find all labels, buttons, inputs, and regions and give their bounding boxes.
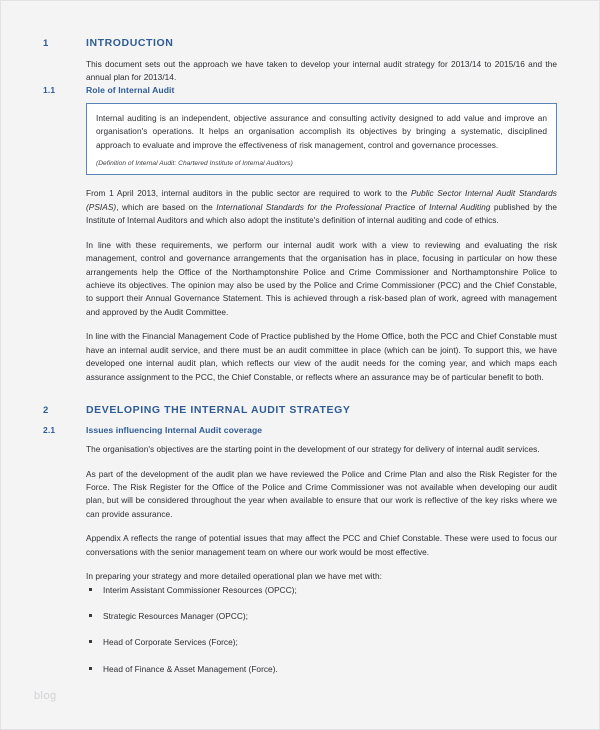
list-item xyxy=(86,636,557,648)
section-spacer xyxy=(43,384,559,404)
subsection-title-1-1: Role of Internal Audit xyxy=(86,84,175,95)
subsection-1-1-body xyxy=(86,187,557,384)
definition-quote-text: Internal auditing is an independent, objective assurance and consulting activity designed to add value and improve an organisation's operations. It helps an organisation accomplish its objectives by bringing a systematic, disciplined approach to evaluate and improve the effectiveness of risk management, control and governance processes. xyxy=(96,112,547,150)
list-item-label: Head of Corporate Services (Force); xyxy=(103,637,238,648)
list-item-label: Head of Finance & Asset Management (Force). xyxy=(103,663,278,674)
page-content xyxy=(1,1,600,730)
paragraph: The organisation's objectives are the starting point in the development of our strategy for delivery of internal audit services. xyxy=(86,444,540,455)
list-item xyxy=(86,610,557,622)
section-heading-2 xyxy=(43,404,559,416)
list-item xyxy=(86,663,557,675)
section-heading-1 xyxy=(43,37,559,49)
subsection-number-2-1: 2.1 xyxy=(43,425,56,436)
section-number-2: 2 xyxy=(43,405,49,417)
subsection-2-1-body xyxy=(86,443,557,584)
bullet-square-icon xyxy=(89,640,92,643)
bullet-square-icon xyxy=(89,588,92,591)
subsection-title-2-1: Issues influencing Internal Audit coverage xyxy=(86,425,263,436)
paragraph: In line with the Financial Management Code of Practice published by the Home Office, both the PCC and Chief Constable must have an internal audit service, and there must be an audit committee in place (which can be joint). To support this, we have developed one internal audit plan, which reflects our view of the audit needs for the coming year, and which maps each assurance assignment to the PCC, the Chief Constable, or reflects where an assurance may be of particular benefit to both. xyxy=(86,331,557,382)
bullet-square-icon xyxy=(89,614,92,617)
paragraph: As part of the development of the audit plan we have reviewed the Police and Crime Plan and also the Risk Register for the Force. The Risk Register for the Office of the Police and Crime Commissioner was not available when developing our audit plan, but will be considered throughout the year when available to ensure that our work is reflective of the key risks where we can provide assurance. xyxy=(86,468,557,519)
definition-quote-source: (Definition of Internal Audit: Chartered Institute of Internal Auditors) xyxy=(96,160,293,168)
paragraph: In preparing your strategy and more detailed operational plan we have met with: xyxy=(86,571,382,582)
section-number-1: 1 xyxy=(43,38,49,49)
section-1-intro-paragraph: This document sets out the approach we have taken to develop your internal audit strategy for 2013/14 to 2015/16 and the annual plan for 2013/14. xyxy=(86,59,557,83)
bullet-square-icon xyxy=(89,667,92,670)
subsection-heading-1-1 xyxy=(43,85,559,95)
list-item-label: Interim Assistant Commissioner Resources (OPCC); xyxy=(103,584,297,595)
subsection-heading-2-1 xyxy=(43,425,559,435)
definition-quote-box xyxy=(86,103,557,176)
paragraph: Appendix A reflects the range of potential issues that may affect the PCC and Chief Constable. These were used to focus our conversations with the senior management team on where our work would be most effective. xyxy=(86,533,557,557)
list-item-label: Strategic Resources Manager (OPCC); xyxy=(103,611,249,622)
page-watermark: blog xyxy=(34,690,57,702)
section-title-2: DEVELOPING THE INTERNAL AUDIT STRATEGY xyxy=(86,404,351,417)
section-1-intro-block xyxy=(86,58,557,85)
list-item xyxy=(86,584,557,596)
paragraph: From 1 April 2013, internal auditors in the public sector are required to work to the Public Sector Internal Audit Standards (PSIAS), which are based on the International Standards for the Professional Practice of Internal Auditing published by the Institute of Internal Auditors and which also adopt the institute's definition of internal auditing and code of ethics. xyxy=(86,188,557,226)
section-title-1: INTRODUCTION xyxy=(86,37,174,49)
stakeholder-bullet-list xyxy=(86,584,557,676)
paragraph: In line with these requirements, we perform our internal audit work with a view to reviewing and evaluating the risk management, control and governance arrangements that the organisation has in place, focusing in particular on how these arrangements help the Office of the Northamptonshire Police and Crime Commissioner and Northamptonshire Police to achieve its objectives. The opinion may also be used by the Police and Crime Commissioner (PCC) and the Chief Constable, to support their Annual Governance Statement. This is achieved through a risk-based plan of work, agreed with management and approved by the Audit Committee. xyxy=(86,239,557,317)
subsection-number-1-1: 1.1 xyxy=(43,84,56,95)
